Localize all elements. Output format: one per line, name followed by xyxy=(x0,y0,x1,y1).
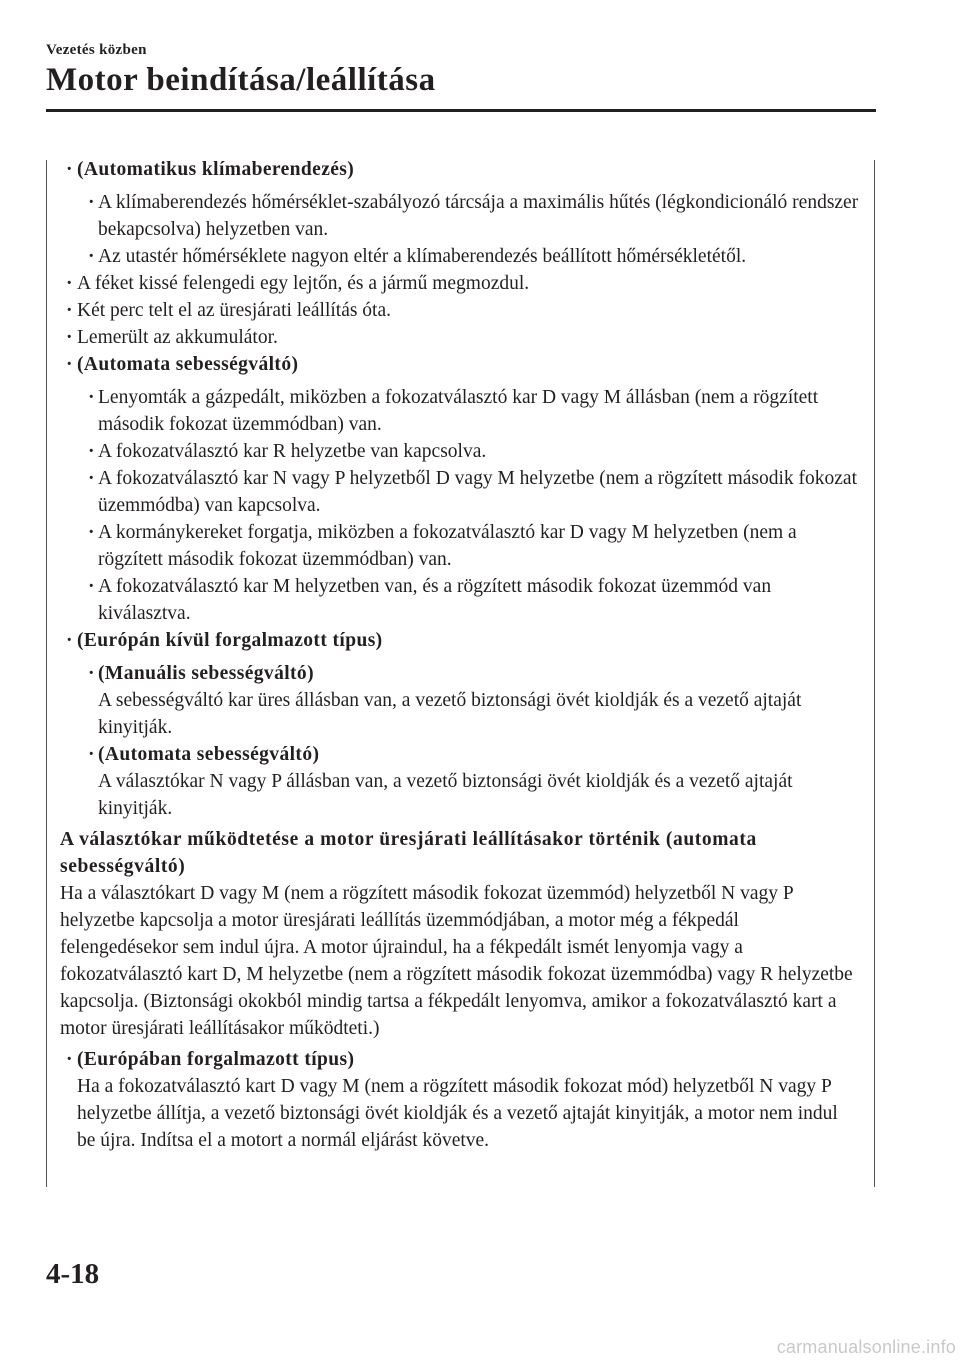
bullet-icon: · xyxy=(66,159,73,180)
list-item-text: Az utastér hőmérséklete nagyon eltér a klímaberendezés beállított hőmérsékletétől. xyxy=(98,246,747,267)
bullet-icon: · xyxy=(66,300,73,321)
page-number: 4-18 xyxy=(46,1258,100,1290)
list-item-text: (Manuális sebességváltó) xyxy=(98,663,314,684)
list-item-text: Lemerült az akkumulátor. xyxy=(77,327,278,348)
list-item-body: A sebességváltó kar üres állásban van, a vezető biztonsági övét kioldják és a vezető ajtaját kinyitják. xyxy=(98,690,802,738)
bullet-icon: · xyxy=(66,630,73,651)
list-item xyxy=(60,465,860,519)
section-label: Vezetés közben xyxy=(46,42,147,58)
list-item-body: Ha a fokozatválasztó kart D vagy M (nem a rögzített második fokozat mód) helyzetből N vagy P helyzetbe állítja, a vezető biztonsági övét kioldják és a vezető ajtaját kinyitják, a motor nem indul be újra. Indítsa el a motort a normál eljárást követve. xyxy=(77,1076,838,1151)
list-item xyxy=(60,270,860,297)
list-item-text: A féket kissé felengedi egy lejtőn, és a jármű megmozdul. xyxy=(77,273,530,294)
list-item-text: A kormánykereket forgatja, miközben a fokozatválasztó kar D vagy M helyzetben (nem a rögzített második fokozat üzemmódban) van. xyxy=(98,522,797,570)
bullet-icon: · xyxy=(88,744,95,765)
bullet-icon: · xyxy=(88,663,95,684)
list-item-text: Két perc telt el az üresjárati leállítás óta. xyxy=(77,300,392,321)
list-item xyxy=(60,189,860,243)
title-rule xyxy=(46,109,876,112)
list-item xyxy=(60,438,860,465)
list-item-text: (Európán kívül forgalmazott típus) xyxy=(77,630,383,651)
bullet-icon: · xyxy=(88,576,95,597)
bullet-icon: · xyxy=(88,387,95,408)
list-item xyxy=(60,243,860,270)
list-item xyxy=(60,156,860,183)
list-item xyxy=(60,573,860,627)
list-item-text: A fokozatválasztó kar N vagy P helyzetből D vagy M helyzetbe (nem a rögzített második fokozat üzemmódba) van kapcsolva. xyxy=(98,468,857,516)
section-heading: A választókar működtetése a motor üresjárati leállításakor történik (automata sebességváltó) xyxy=(60,829,757,877)
bullet-icon: · xyxy=(88,441,95,462)
bullet-icon: · xyxy=(88,468,95,489)
list-item xyxy=(60,741,860,822)
condition-list xyxy=(60,156,860,822)
list-item xyxy=(60,627,860,654)
list-item xyxy=(60,351,860,378)
watermark: carmanualsonline.info xyxy=(776,1337,956,1357)
list-item-text: A fokozatválasztó kar R helyzetbe van kapcsolva. xyxy=(98,441,487,462)
list-item-text: Lenyomták a gázpedált, miközben a fokozatválasztó kar D vagy M állásban (nem a rögzített második fokozat üzemmódban) van. xyxy=(98,387,819,435)
list-item-text: (Automata sebességváltó) xyxy=(98,744,320,765)
list-item-body: A választókar N vagy P állásban van, a vezető biztonsági övét kioldják és a vezető ajtaját kinyitják. xyxy=(98,771,793,819)
content-area xyxy=(60,156,860,1154)
bullet-icon: · xyxy=(88,192,95,213)
bullet-icon: · xyxy=(88,522,95,543)
list-item xyxy=(60,297,860,324)
frame-right-line xyxy=(874,160,875,1187)
page-title: Motor beindítása/leállítása xyxy=(46,62,436,98)
list-item-text: A klímaberendezés hőmérséklet-szabályozó tárcsája a maximális hűtés (légkondicionáló rendszer bekapcsolva) helyzetben van. xyxy=(98,192,859,240)
bullet-icon: · xyxy=(88,246,95,267)
list-item-text: (Automatikus klímaberendezés) xyxy=(77,159,355,180)
bullet-icon: · xyxy=(66,273,73,294)
list-item-text: A fokozatválasztó kar M helyzetben van, és a rögzített második fokozat üzemmód van kiválasztva. xyxy=(98,576,772,624)
list-item-title: (Európában forgalmazott típus) xyxy=(77,1049,355,1070)
list-item xyxy=(60,1046,860,1154)
section-body: Ha a választókart D vagy M (nem a rögzített második fokozat üzemmód) helyzetből N vagy P helyzetbe kapcsolja a motor üresjárati leállítás üzemmódjában, a motor még a fékpedál felengedésekor sem indul újra. A motor újraindul, ha a fékpedált ismét lenyomja vagy a fokozatválasztó kart D, M helyzetbe (nem a rögzített második fokozat üzemmódba) vagy R helyzetbe kapcsolja. (Biztonsági okokból mindig tartsa a fékpedált lenyomva, amikor a fokozatválasztó kart a motor üresjárati leállításakor működteti.) xyxy=(60,883,853,1039)
bullet-icon: · xyxy=(66,354,73,375)
list-item xyxy=(60,324,860,351)
list-item xyxy=(60,519,860,573)
list-item xyxy=(60,660,860,741)
list-item xyxy=(60,384,860,438)
bullet-icon: · xyxy=(66,1049,73,1070)
frame-left-line xyxy=(46,160,47,1187)
list-item-text: (Automata sebességváltó) xyxy=(77,354,299,375)
bullet-icon: · xyxy=(66,327,73,348)
